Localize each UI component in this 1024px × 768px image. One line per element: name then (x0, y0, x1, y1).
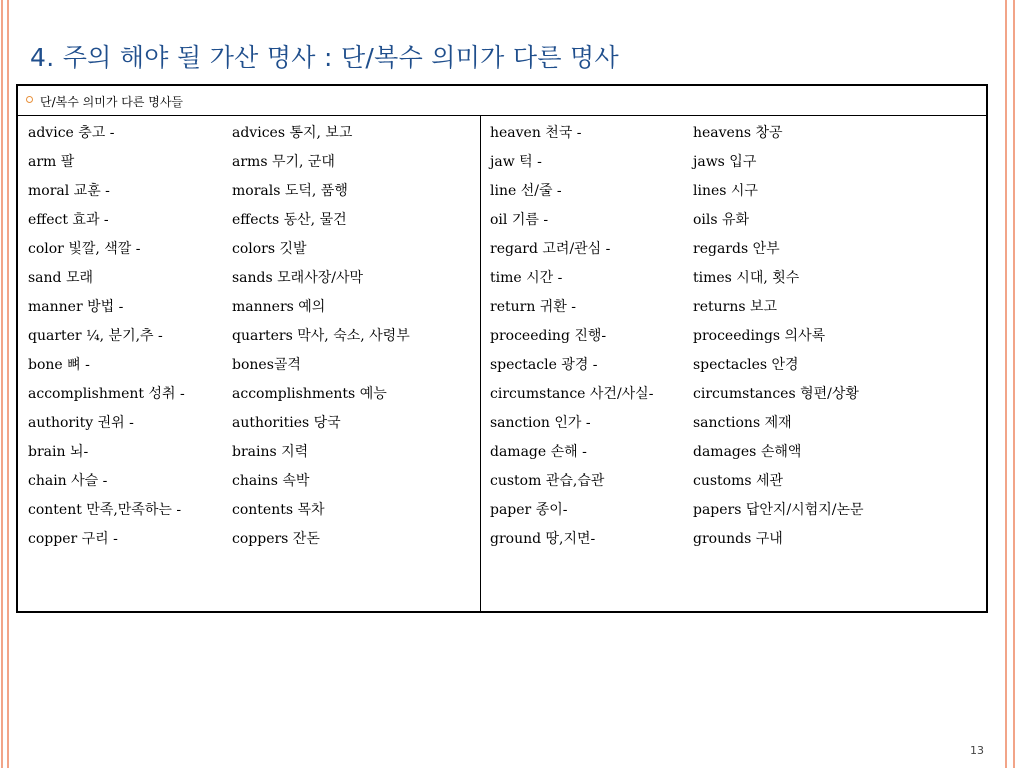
table-header-text: 단/복수 의미가 다른 명사들 (40, 95, 183, 109)
singular-meaning: time 시간 - (490, 270, 563, 286)
plural-meaning: regards 안부 (693, 241, 780, 257)
singular-meaning: content 만족,만족하는 - (28, 502, 182, 518)
noun-table (16, 84, 988, 613)
singular-meaning: brain 뇌- (28, 444, 89, 460)
singular-meaning: bone 뼈 - (28, 357, 90, 373)
table-row (18, 528, 986, 557)
plural-meaning: heavens 창공 (693, 125, 783, 141)
singular-meaning: sanction 인가 - (490, 415, 591, 431)
singular-meaning: oil 기름 - (490, 212, 549, 228)
plural-meaning: proceedings 의사록 (693, 328, 826, 344)
singular-meaning: authority 권위 - (28, 415, 134, 431)
plural-meaning: oils 유화 (693, 212, 750, 228)
plural-meaning: bones골격 (232, 357, 301, 373)
page-number: 13 (970, 744, 984, 757)
plural-meaning: sands 모래사장/사막 (232, 270, 364, 286)
left-decor-line (1, 0, 3, 768)
singular-meaning: proceeding 진행- (490, 328, 607, 344)
singular-meaning: line 선/줄 - (490, 183, 562, 199)
plural-meaning: quarters 막사, 숙소, 사령부 (232, 328, 410, 344)
bullet-circle-icon (26, 96, 33, 103)
singular-meaning: damage 손해 - (490, 444, 587, 460)
plural-meaning: morals 도덕, 품행 (232, 183, 348, 199)
table-header (18, 86, 986, 116)
singular-meaning: spectacle 광경 - (490, 357, 598, 373)
plural-meaning: damages 손해액 (693, 444, 802, 460)
singular-meaning: jaw 턱 - (490, 154, 542, 170)
singular-meaning: return 귀환 - (490, 299, 577, 315)
plural-meaning: times 시대, 횟수 (693, 270, 800, 286)
singular-meaning: regard 고려/관심 - (490, 241, 611, 257)
table-row (18, 209, 986, 238)
table-row (18, 151, 986, 180)
singular-meaning: sand 모래 (28, 270, 94, 286)
singular-meaning: heaven 천국 - (490, 125, 582, 141)
slide-title: 4. 주의 해야 될 가산 명사 : 단/복수 의미가 다른 명사 (30, 43, 619, 72)
singular-meaning: paper 종이- (490, 502, 568, 518)
table-row (18, 383, 986, 412)
table-row (18, 499, 986, 528)
table-row (18, 180, 986, 209)
singular-meaning: effect 효과 - (28, 212, 109, 228)
plural-meaning: arms 무기, 군대 (232, 154, 335, 170)
plural-meaning: circumstances 형편/상황 (693, 386, 859, 402)
plural-meaning: coppers 잔돈 (232, 531, 320, 547)
table-row (18, 325, 986, 354)
right-decor-line-inner (1005, 0, 1007, 768)
table-row (18, 470, 986, 499)
singular-meaning: circumstance 사건/사실- (490, 386, 654, 402)
plural-meaning: sanctions 제재 (693, 415, 792, 431)
singular-meaning: copper 구리 - (28, 531, 118, 547)
table-row (18, 296, 986, 325)
singular-meaning: color 빛깔, 색깔 - (28, 241, 141, 257)
right-decor-line (1013, 0, 1015, 768)
plural-meaning: manners 예의 (232, 299, 326, 315)
plural-meaning: accomplishments 예능 (232, 386, 387, 402)
plural-meaning: advices 통지, 보고 (232, 125, 353, 141)
plural-meaning: papers 답안지/시험지/논문 (693, 502, 864, 518)
plural-meaning: jaws 입구 (693, 154, 757, 170)
plural-meaning: customs 세관 (693, 473, 784, 489)
plural-meaning: colors 깃발 (232, 241, 307, 257)
plural-meaning: spectacles 안경 (693, 357, 799, 373)
plural-meaning: effects 동산, 물건 (232, 212, 347, 228)
plural-meaning: lines 시구 (693, 183, 758, 199)
plural-meaning: chains 속박 (232, 473, 310, 489)
table-row (18, 267, 986, 296)
singular-meaning: custom 관습,습관 (490, 473, 605, 489)
plural-meaning: returns 보고 (693, 299, 778, 315)
table-row (18, 412, 986, 441)
plural-meaning: contents 목차 (232, 502, 325, 518)
singular-meaning: accomplishment 성취 - (28, 386, 185, 402)
singular-meaning: arm 팔 (28, 154, 75, 170)
table-row (18, 122, 986, 151)
singular-meaning: quarter ¼, 분기,추 - (28, 328, 163, 344)
singular-meaning: moral 교훈 - (28, 183, 110, 199)
table-row (18, 238, 986, 267)
singular-meaning: manner 방법 - (28, 299, 124, 315)
table-row (18, 441, 986, 470)
left-decor-line-inner (7, 0, 9, 768)
plural-meaning: grounds 구내 (693, 531, 783, 547)
singular-meaning: ground 땅,지면- (490, 531, 596, 547)
singular-meaning: advice 충고 - (28, 125, 115, 141)
plural-meaning: brains 지력 (232, 444, 309, 460)
singular-meaning: chain 사슬 - (28, 473, 108, 489)
plural-meaning: authorities 당국 (232, 415, 341, 431)
table-row (18, 354, 986, 383)
